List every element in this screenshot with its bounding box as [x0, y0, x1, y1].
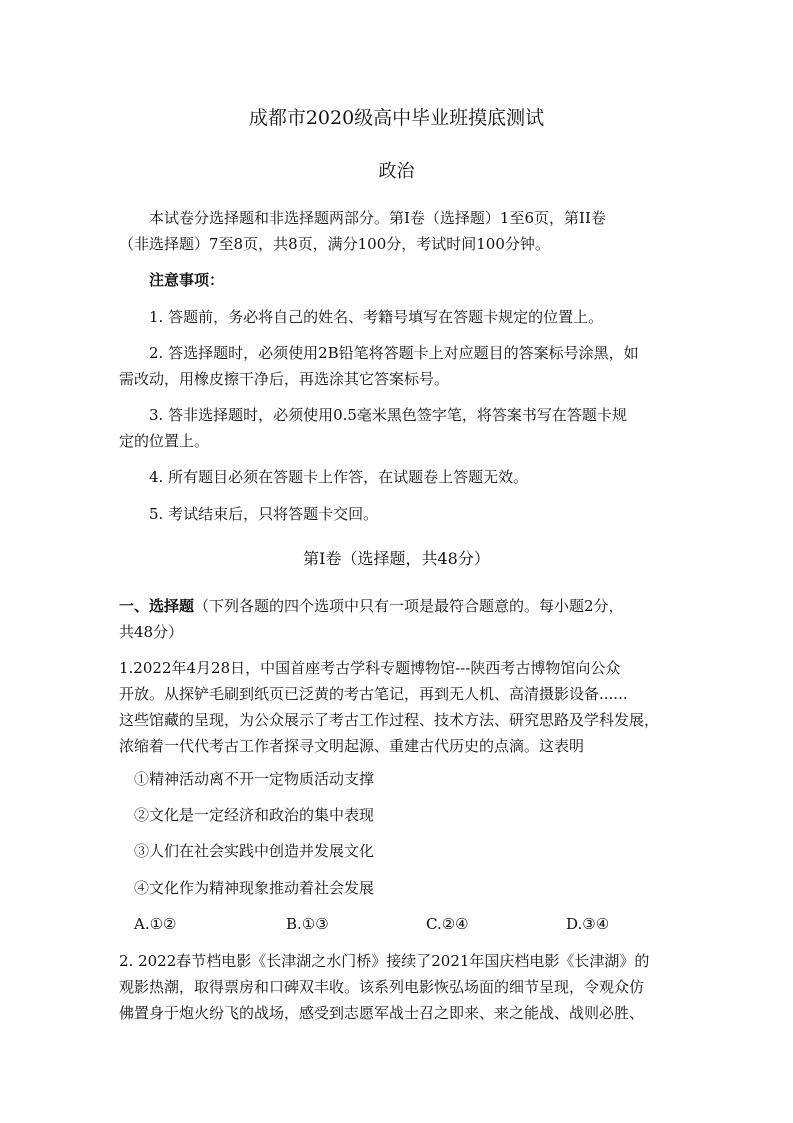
notice-item-2-line-2: 需改动，用橡皮擦干净后，再选涂其它答案标号。 [119, 370, 450, 388]
notice-item-3-line-1: 3. 答非选择题时，必须使用0.5毫米黑色签字笔，将答案书写在答题卡规 [149, 406, 627, 424]
section-instruction-line-2: 共48分） [119, 623, 184, 641]
intro-line-1: 本试卷分选择题和非选择题两部分。第I卷（选择题）1至6页，第II卷 [149, 209, 606, 227]
notice-item-5: 5. 考试结束后，只将答题卡交回。 [149, 505, 379, 523]
q1-statement-3: ③人们在社会实践中创造并发展文化 [134, 842, 375, 860]
q1-option-a: A.①② [134, 915, 177, 933]
q1-stem-line-4: 浓缩着一代代考古工作者探寻文明起源、重建古代历史的点滴。这表明 [119, 737, 585, 755]
section-instruction-line-1 [119, 596, 679, 616]
part1-heading: 第I卷（选择题，共48分） [303, 549, 490, 568]
q1-statement-2: ②文化是一定经济和政治的集中表现 [134, 806, 375, 824]
q1-stem-line-1: 1.2022年4月28日，中国首座考古学科专题博物馆---陕西考古博物馆向公众 [119, 659, 621, 677]
q2-stem-line-2: 观影热潮，取得票房和口碑双丰收。该系列电影恢弘场面的细节呈现，令观众仿 [119, 978, 645, 996]
q1-option-c: C.②④ [426, 915, 469, 933]
section-label: 一、选择题 [119, 597, 195, 615]
q1-stem-line-2: 开放。从探铲毛刷到纸页已泛黄的考古笔记，再到无人机、高清摄影设备...... [119, 685, 628, 703]
q2-stem-line-1: 2. 2022春节档电影《长津湖之水门桥》接续了2021年国庆档电影《长津湖》的 [119, 952, 650, 970]
subject-title: 政治 [378, 161, 415, 182]
intro-line-2: （非选择题）7至8页，共8页，满分100分，考试时间100分钟。 [119, 235, 550, 253]
q1-statement-1: ①精神活动离不开一定物质活动支撑 [134, 770, 375, 788]
notice-heading: 注意事项： [149, 271, 225, 289]
q1-option-b: B.①③ [286, 915, 329, 933]
q2-stem-line-3: 佛置身于炮火纷飞的战场，感受到志愿军战士召之即来、来之能战、战则必胜、 [119, 1004, 645, 1022]
notice-item-1: 1. 答题前，务必将自己的姓名、考籍号填写在答题卡规定的位置上。 [149, 308, 604, 326]
q1-statement-4: ④文化作为精神现象推动着社会发展 [134, 879, 375, 897]
q1-option-d: D.③④ [566, 915, 610, 933]
notice-item-4: 4. 所有题目必须在答题卡上作答，在试题卷上答题无效。 [149, 468, 529, 486]
section-desc: （下列各题的四个选项中只有一项是最符合题意的。每小题2分， [194, 597, 624, 615]
exam-title: 成都市2020级高中毕业班摸底测试 [248, 107, 545, 129]
q1-stem-line-3: 这些馆藏的呈现，为公众展示了考古工作过程、技术方法、研究思路及学科发展， [119, 711, 660, 729]
notice-item-2-line-1: 2. 答选择题时，必须使用2B铅笔将答题卡上对应题目的答案标号涂黑，如 [149, 344, 639, 362]
notice-item-3-line-2: 定的位置上。 [119, 432, 210, 450]
